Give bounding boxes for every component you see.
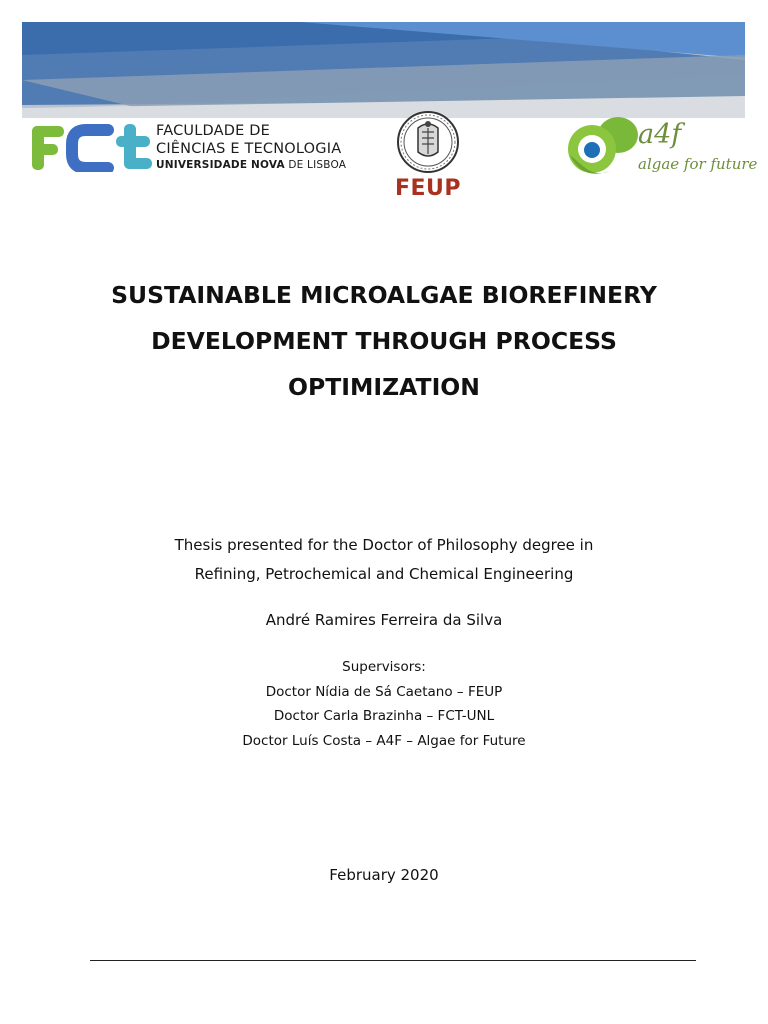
thesis-description-line2: Refining, Petrochemical and Chemical Engineering <box>194 565 574 583</box>
feup-logo <box>390 110 466 206</box>
thesis-title <box>60 272 708 410</box>
fct-university-rest: DE LISBOA <box>284 159 347 171</box>
thesis-description <box>60 531 708 589</box>
feup-seal-icon <box>395 110 461 174</box>
fct-name-line2: CIÊNCIAS E TECNOLOGIA <box>156 140 342 157</box>
thesis-title-line1: SUSTAINABLE MICROALGAE BIOREFINERY <box>111 281 657 309</box>
fct-name-line1: FACULDADE DE <box>156 123 270 139</box>
supervisors-block <box>60 655 708 753</box>
a4f-tagline: algae for future <box>638 155 758 173</box>
a4f-algae-icon <box>566 115 640 181</box>
footer-divider <box>90 960 696 961</box>
fct-logo <box>30 122 350 174</box>
author-name: André Ramires Ferreira da Silva <box>265 611 503 629</box>
thesis-title-line2: DEVELOPMENT THROUGH PROCESS <box>151 327 617 355</box>
fct-letters-icon <box>30 122 154 172</box>
submission-date: February 2020 <box>329 866 439 884</box>
a4f-logo <box>566 115 756 185</box>
thesis-title-line3: OPTIMIZATION <box>288 373 480 401</box>
a4f-name: a4f <box>638 119 682 150</box>
thesis-description-line1: Thesis presented for the Doctor of Philosophy degree in <box>174 536 594 554</box>
supervisors-heading: Supervisors: <box>342 659 426 675</box>
supervisor-3: Doctor Luís Costa – A4F – Algae for Future <box>242 732 526 749</box>
fct-university-bold: UNIVERSIDADE NOVA <box>156 159 285 171</box>
supervisor-1: Doctor Nídia de Sá Caetano – FEUP <box>265 683 503 700</box>
fct-university <box>156 160 346 171</box>
feup-name: FEUP <box>394 176 462 201</box>
supervisor-2: Doctor Carla Brazinha – FCT-UNL <box>273 708 495 724</box>
